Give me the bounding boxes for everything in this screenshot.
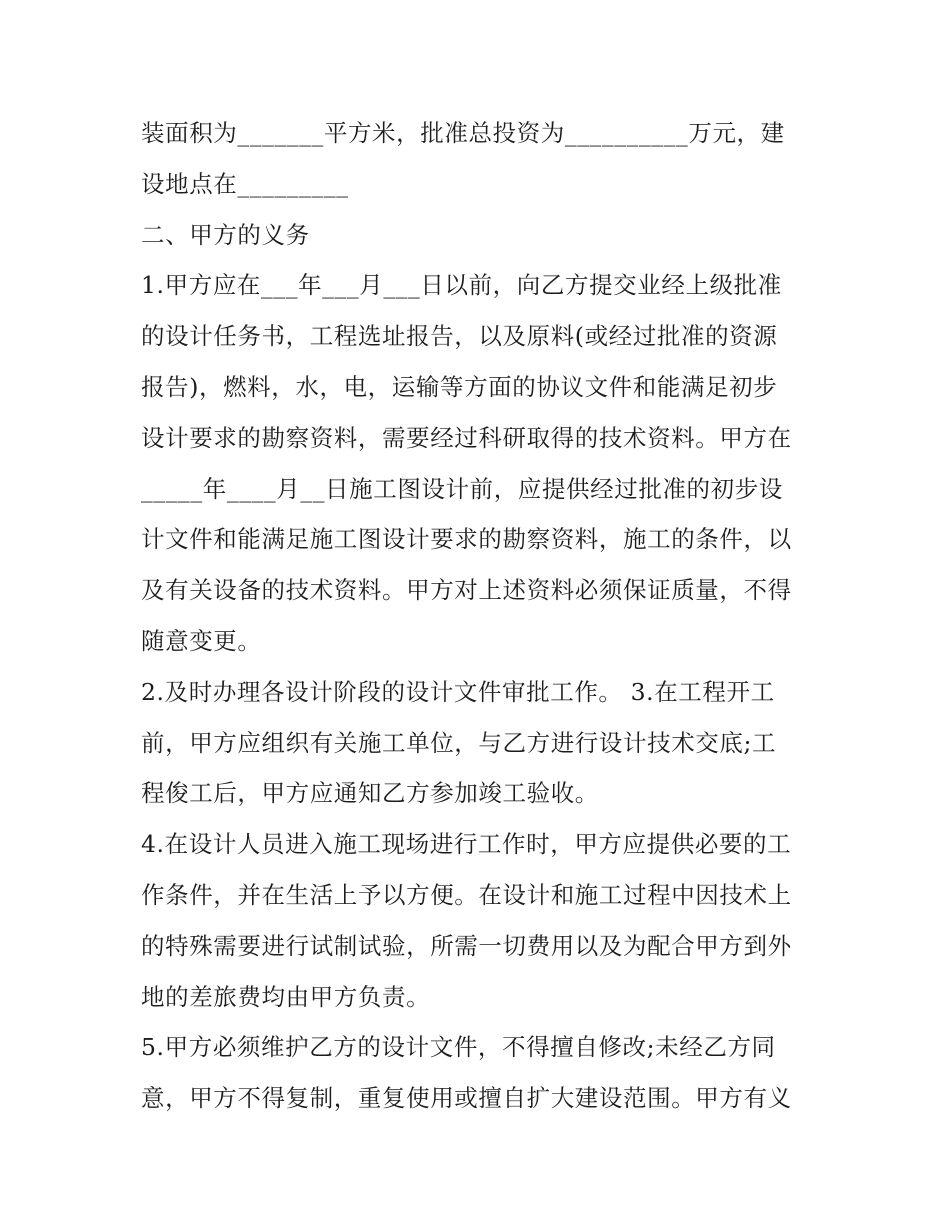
text-line: 5.甲方必须维护乙方的设计文件，不得擅自修改;未经乙方同	[141, 1033, 776, 1062]
text-line: 及有关设备的技术资料。甲方对上述资料必须保证质量，不得	[141, 576, 792, 605]
text-line: 的设计任务书，工程选址报告，以及原料(或经过批准的资源	[141, 322, 778, 351]
text-line: 随意变更。	[141, 626, 262, 655]
text-line: 设计要求的勘察资料，需要经过科研取得的技术资料。甲方在	[141, 423, 792, 452]
text-line: 程俊工后，甲方应通知乙方参加竣工验收。	[141, 779, 599, 808]
text-line: 2.及时办理各设计阶段的设计文件审批工作。 3.在工程开工	[141, 677, 775, 706]
text-line: 前，甲方应组织有关施工单位，与乙方进行设计技术交底;工	[141, 728, 777, 757]
contract-text-body	[141, 108, 821, 1124]
text-line: 装面积为_______平方米，批准总投资为__________万元，建	[141, 119, 785, 147]
text-line: 的特殊需要进行试制试验，所需一切费用以及为配合甲方到外	[141, 931, 792, 960]
section-heading: 二、甲方的义务	[141, 220, 310, 249]
text-line: _____年____月__日施工图设计前，应提供经过批准的初步设	[141, 474, 783, 503]
text-line: 设地点在_________	[141, 169, 349, 198]
text-line: 1.甲方应在___年___月___日以前，向乙方提交业经上级批准	[141, 271, 782, 300]
text-line: 4.在设计人员进入施工现场进行工作时，甲方应提供必要的工	[141, 830, 792, 859]
text-line: 作条件，并在生活上予以方便。在设计和施工过程中因技术上	[141, 880, 792, 909]
text-line: 意，甲方不得复制，重复使用或擅自扩大建设范围。甲方有义	[141, 1084, 792, 1113]
text-line: 计文件和能满足施工图设计要求的勘察资料，施工的条件，以	[141, 525, 792, 554]
text-line: 报告)，燃料，水，电，运输等方面的协议文件和能满足初步	[141, 372, 778, 401]
text-line: 地的差旅费均由甲方负责。	[141, 982, 431, 1011]
